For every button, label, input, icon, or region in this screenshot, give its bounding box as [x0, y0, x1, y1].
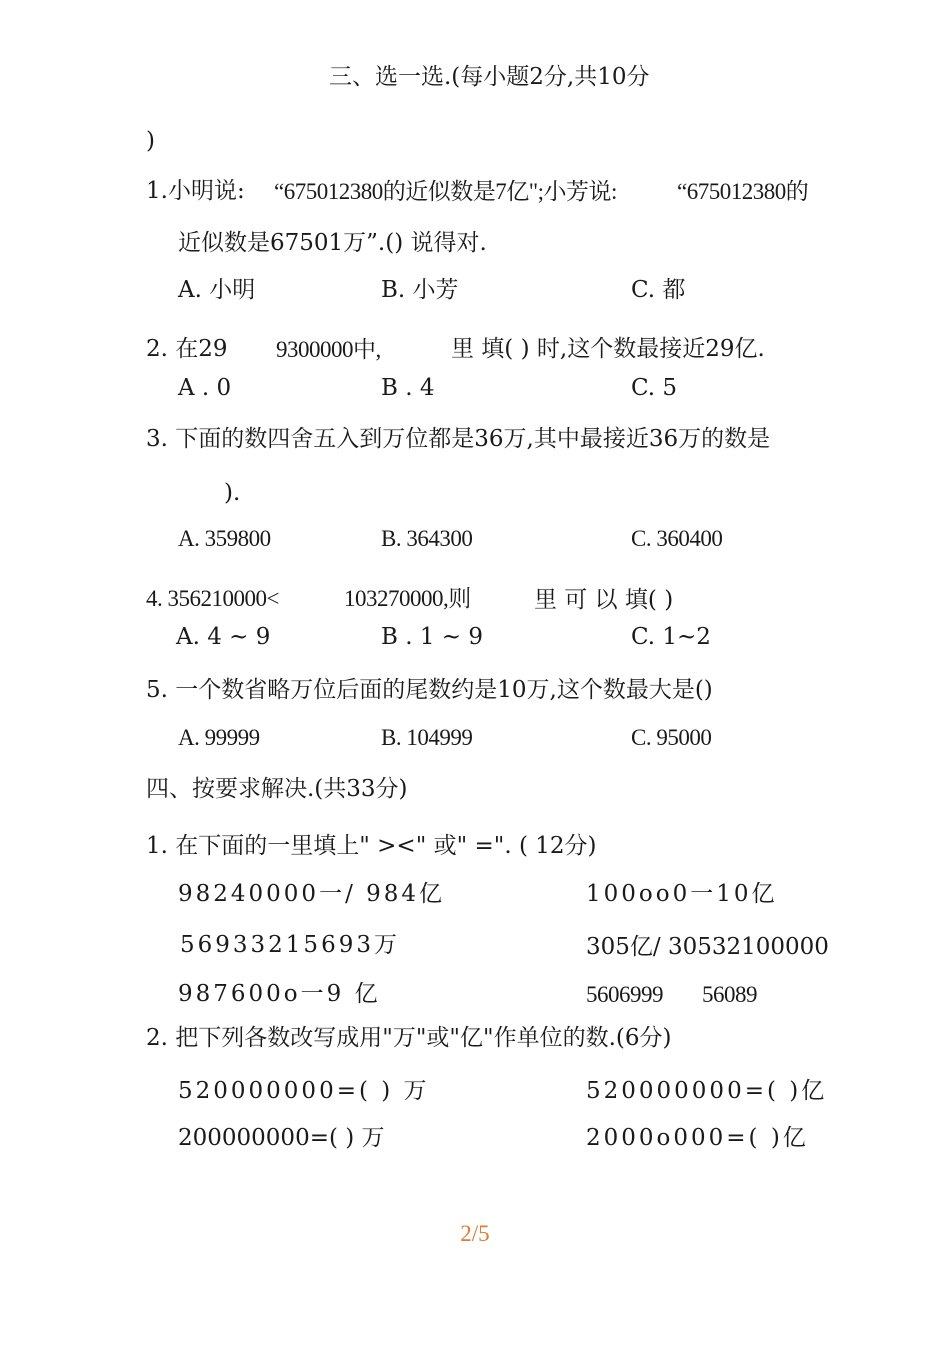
page-number: 2/5: [460, 1221, 490, 1246]
q1-xiaofang-quote: “675012380的: [677, 179, 809, 204]
q5-line1: 5. 一个数省略万位后面的尾数约是10万,这个数最大是(): [146, 677, 713, 703]
q4-option-c: C. 1~2: [631, 624, 711, 650]
s4-q2-line: 2. 把下列各数改写成用"万"或"亿"作单位的数.(6分): [146, 1025, 672, 1051]
q2-label: 2. 在29: [146, 336, 228, 362]
q4-option-b: B . 1 ~ 9: [381, 624, 483, 650]
q1-option-c: C. 都: [631, 277, 686, 303]
s4-q1-row1-left: 98240000一/ 984亿: [178, 881, 446, 907]
s4-q2-row1-left: 520000000=( ) 万: [178, 1078, 430, 1104]
s4-q1-row2-left: 56933215693万: [180, 932, 400, 958]
q1-label: 1.小明说:: [146, 178, 245, 204]
s4-q1-row3-right-b: 56089: [702, 982, 757, 1007]
s4-q1-row2-right: 305亿/ 30532100000: [586, 934, 829, 960]
q2-option-c: C. 5: [631, 375, 678, 401]
s4-q1-row3-right-a: 5606999: [586, 982, 663, 1007]
q1-xiaoming-quote: “675012380的近似数是7亿";小芳说:: [274, 179, 617, 204]
q3-option-a: A. 359800: [178, 526, 271, 551]
s4-q2-row2-left: 200000000=( ) 万: [178, 1125, 385, 1151]
s4-q1-row3-left: 987600o一9 亿: [178, 981, 381, 1007]
s4-q2-row2-right: 2000o000=( )亿: [586, 1125, 809, 1151]
s4-q1-line: 1. 在下面的一里填上" ><" 或" =". ( 12分): [146, 833, 597, 859]
q5-option-b: B. 104999: [381, 725, 473, 750]
q2-option-a: A . 0: [178, 375, 232, 401]
q5-option-a: A. 99999: [178, 725, 260, 750]
q2-option-b: B . 4: [381, 375, 435, 401]
q4-number: 103270000,则: [344, 586, 471, 611]
q3-option-c: C. 360400: [631, 526, 723, 551]
q3-option-b: B. 364300: [381, 526, 473, 551]
q3-line2: ).: [224, 480, 241, 506]
section-4-title: 四、按要求解决.(共33分): [146, 776, 408, 802]
q4-question: 里 可 以 填( ): [534, 587, 674, 613]
section-3-title-close: ): [146, 128, 155, 154]
s4-q1-row1-right: 100oo0一10亿: [586, 881, 778, 907]
q1-line2: 近似数是67501万”.() 说得对.: [178, 230, 487, 256]
q2-question: 里 填( ) 时,这个数最接近29亿.: [451, 336, 765, 362]
q2-number: 9300000中,: [276, 337, 381, 362]
q4-label: 4. 356210000<: [146, 586, 279, 611]
s4-q2-row1-right: 520000000=( )亿: [586, 1078, 828, 1104]
q1-option-a: A. 小明: [178, 277, 256, 303]
section-3-title: 三、选一选.(每小题2分,共10分: [329, 64, 650, 90]
q5-option-c: C. 95000: [631, 725, 712, 750]
q1-option-b: B. 小芳: [381, 277, 459, 303]
q4-option-a: A. 4 ~ 9: [176, 624, 271, 650]
q3-line1: 3. 下面的数四舍五入到万位都是36万,其中最接近36万的数是: [146, 426, 771, 452]
